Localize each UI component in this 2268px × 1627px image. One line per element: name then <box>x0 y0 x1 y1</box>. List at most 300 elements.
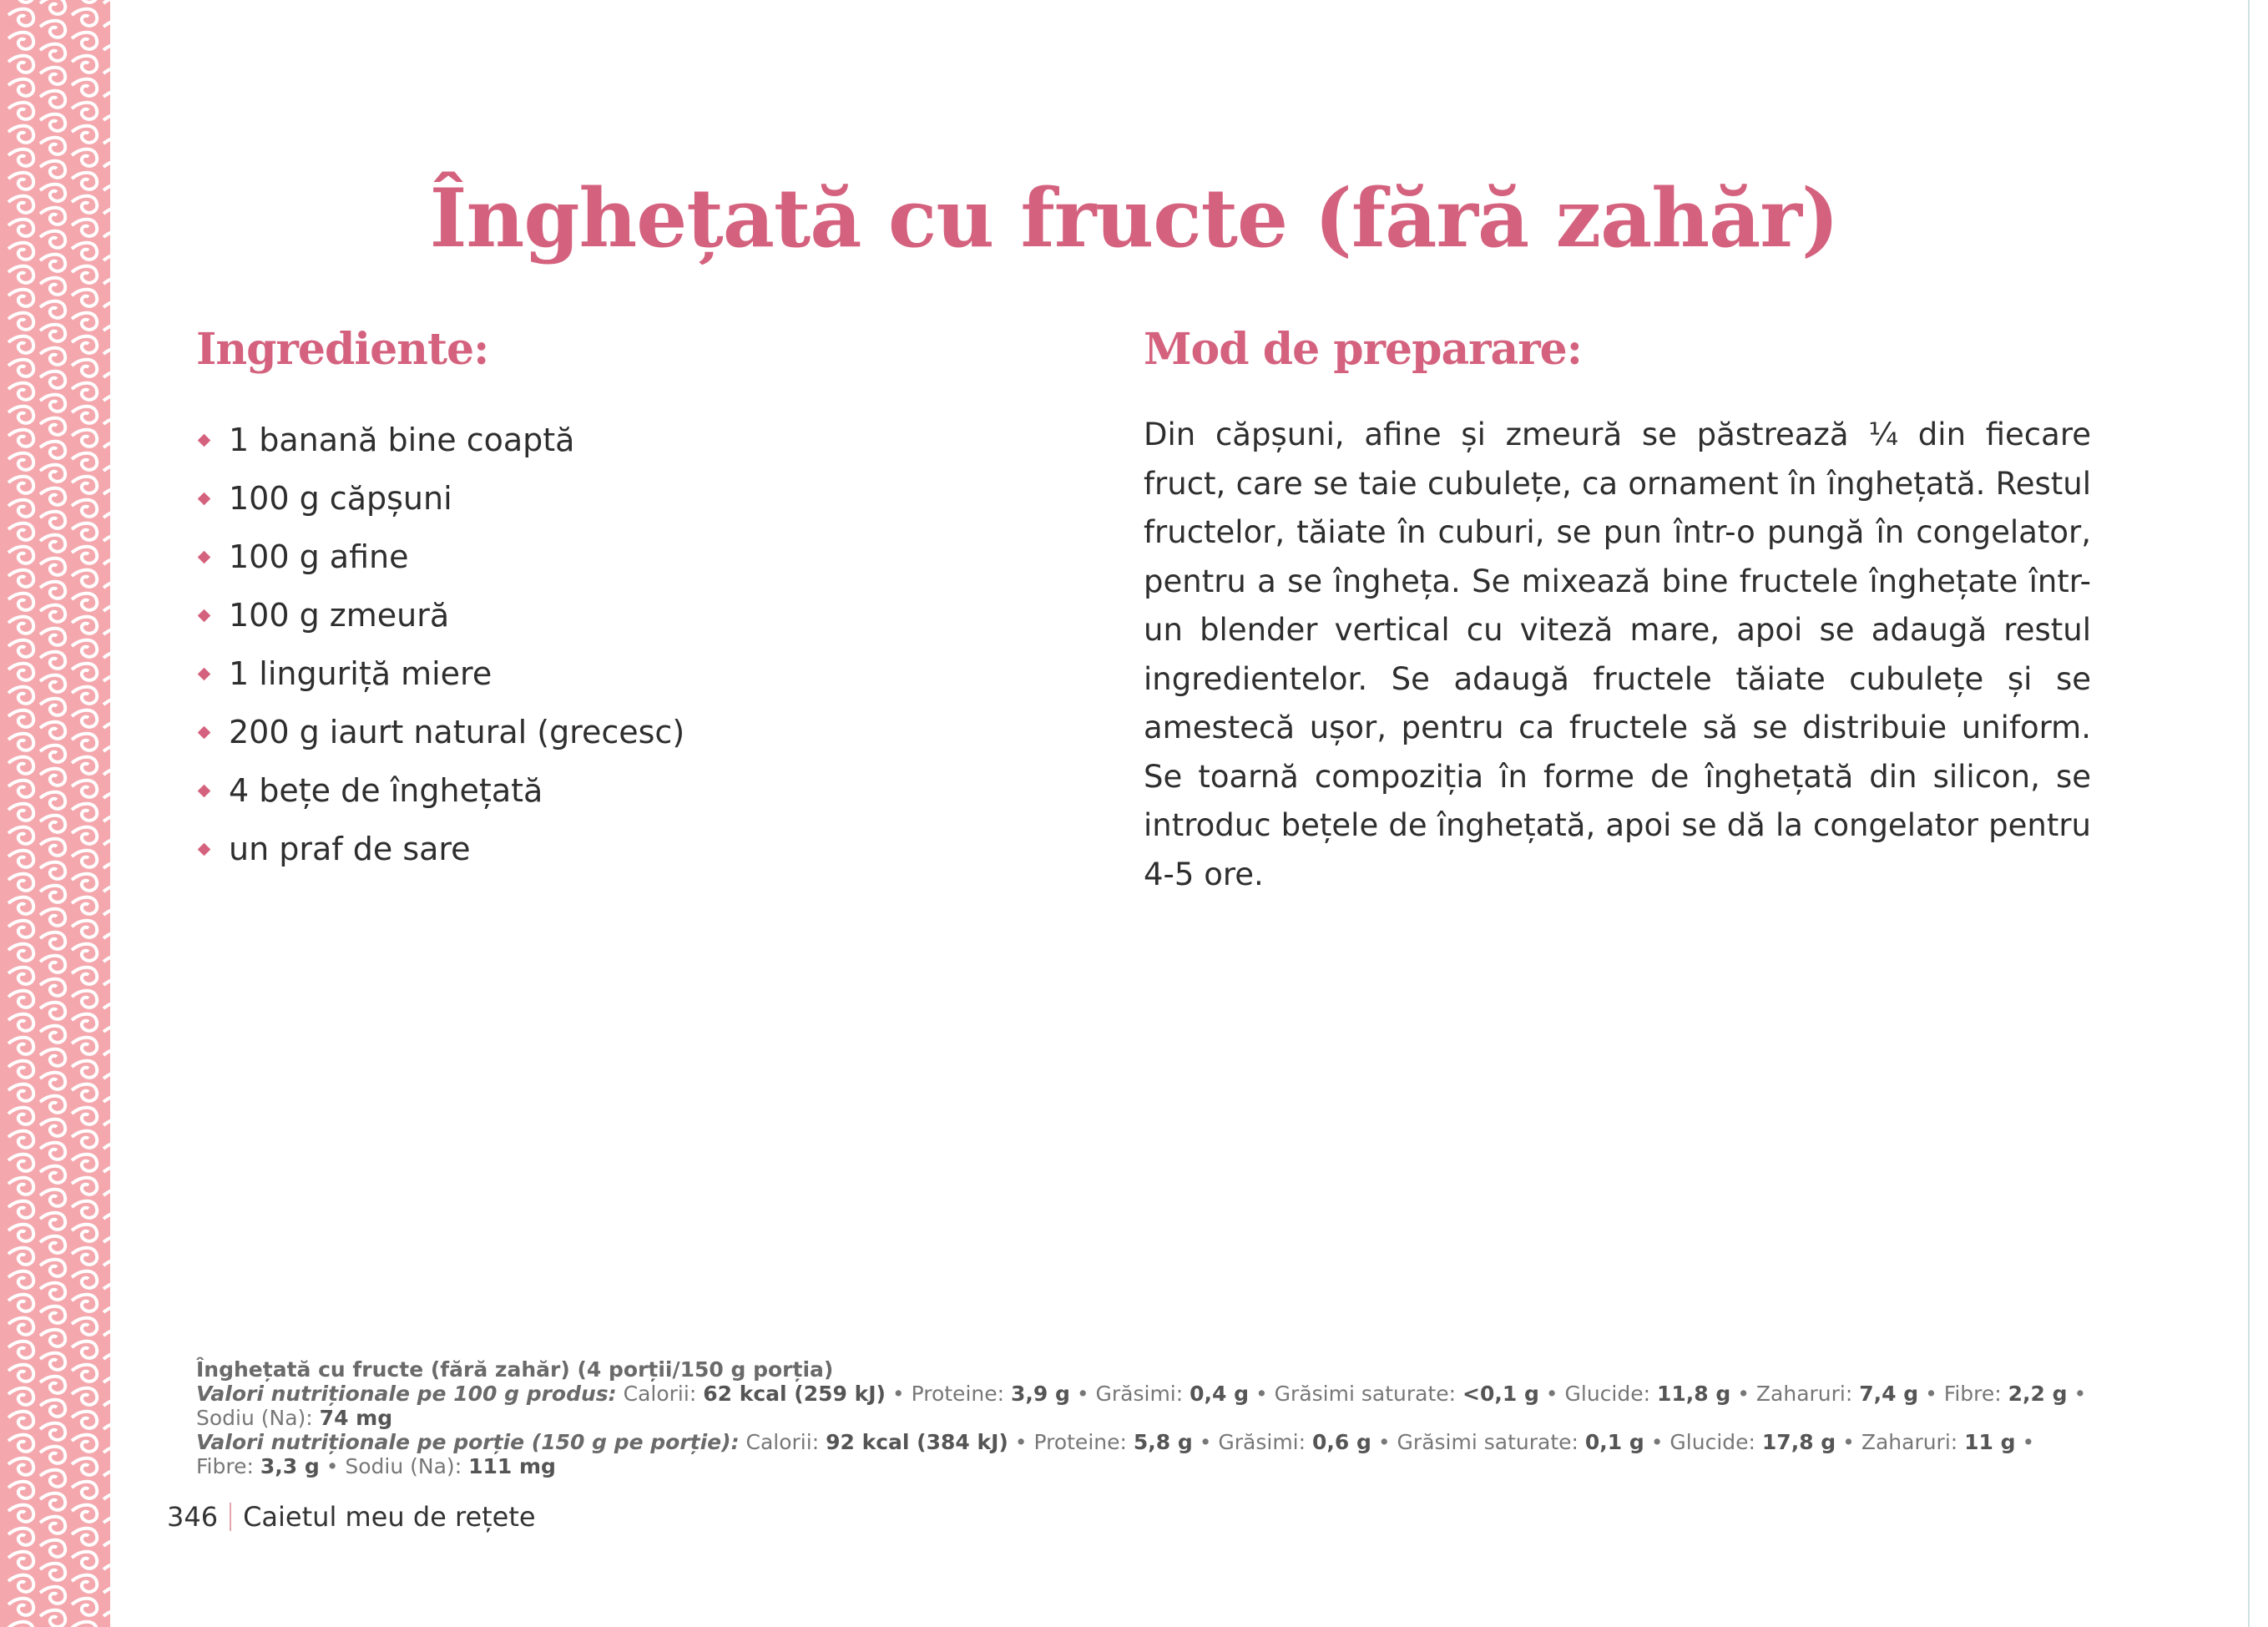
swirl-ornament-icon <box>8 103 33 119</box>
swirl-ornament-icon <box>40 512 65 528</box>
swirl-ornament-icon <box>8 851 33 867</box>
swirl-ornament-icon <box>40 138 65 154</box>
swirl-ornament-icon <box>40 839 65 856</box>
nutrient-value: 74 mg <box>319 1406 393 1430</box>
nutrient-name: Fibre: <box>1943 1382 2008 1406</box>
separator-dot: • <box>1538 1382 1565 1406</box>
swirl-ornament-icon <box>104 91 110 108</box>
swirl-ornament-icon <box>8 1084 33 1101</box>
nutrition-title: Înghețată cu fructe (fără zahăr) (4 porții/150 g porția) <box>196 1357 834 1382</box>
nutrient-value: 0,1 g <box>1584 1430 1644 1454</box>
swirl-ornament-icon <box>72 1388 97 1405</box>
swirl-ornament-icon <box>8 0 33 3</box>
swirl-ornament-icon <box>8 1528 33 1545</box>
swirl-ornament-icon <box>8 781 33 797</box>
nutrient-value: <0,1 g <box>1462 1382 1539 1406</box>
swirl-ornament-icon <box>72 79 97 96</box>
swirl-ornament-icon <box>72 500 97 517</box>
swirl-ornament-icon <box>8 617 33 634</box>
nutrient-name: Grăsimi: <box>1218 1430 1313 1454</box>
separator-dot: • <box>1192 1430 1219 1454</box>
swirl-ornament-icon <box>72 1622 97 1627</box>
swirl-ornament-icon <box>40 816 65 832</box>
swirl-ornament-icon <box>8 1178 33 1195</box>
swirl-ornament-icon <box>8 336 33 353</box>
swirl-ornament-icon <box>8 734 33 750</box>
diamond-bullet-icon <box>198 667 211 680</box>
swirl-ornament-icon <box>104 769 110 786</box>
swirl-ornament-icon <box>40 1540 65 1557</box>
nutrient-value: 92 kcal (384 kJ) <box>826 1430 1008 1454</box>
swirl-ornament-icon <box>72 290 97 306</box>
swirl-ornament-icon <box>40 979 65 996</box>
swirl-ornament-icon <box>104 1423 110 1440</box>
swirl-ornament-icon <box>8 1458 33 1475</box>
swirl-ornament-icon <box>104 114 110 131</box>
swirl-ornament-icon <box>72 851 97 867</box>
swirl-ornament-icon <box>40 722 65 739</box>
swirl-ornament-icon <box>104 1587 110 1604</box>
list-item <box>196 703 684 761</box>
swirl-ornament-icon <box>8 430 33 447</box>
swirl-ornament-icon <box>8 1412 33 1428</box>
swirl-ornament-icon <box>8 1435 33 1452</box>
swirl-ornament-icon <box>72 1201 97 1218</box>
ingredient-text: 200 g iaurt natural (grecesc) <box>229 714 685 750</box>
swirl-ornament-icon <box>72 1038 97 1054</box>
nutrient-name: Calorii: <box>745 1430 826 1454</box>
swirl-ornament-icon <box>104 1190 110 1206</box>
footer-divider <box>230 1503 231 1531</box>
nutrition-label: Valori nutriționale pe 100 g produs: <box>196 1382 617 1406</box>
diamond-bullet-icon <box>198 842 211 856</box>
swirl-ornament-icon <box>8 968 33 984</box>
swirl-ornament-icon <box>72 547 97 563</box>
swirl-ornament-icon <box>72 874 97 891</box>
page-footer <box>167 1501 536 1533</box>
swirl-ornament-icon <box>104 1003 110 1019</box>
swirl-ornament-icon <box>40 1493 65 1510</box>
swirl-ornament-icon <box>40 465 65 482</box>
separator-dot: • <box>2067 1382 2087 1406</box>
swirl-ornament-icon <box>8 1248 33 1265</box>
swirl-ornament-icon <box>8 149 33 166</box>
swirl-ornament-icon <box>104 1306 110 1323</box>
swirl-ornament-icon <box>72 1342 97 1358</box>
swirl-ornament-icon <box>40 395 65 412</box>
swirl-ornament-icon <box>40 348 65 365</box>
swirl-ornament-icon <box>40 1610 65 1627</box>
swirl-ornament-icon <box>8 827 33 844</box>
swirl-ornament-icon <box>72 1271 97 1288</box>
swirl-ornament-icon <box>8 1155 33 1171</box>
separator-dot: • <box>885 1382 912 1406</box>
swirl-ornament-icon <box>40 21 65 38</box>
swirl-ornament-icon <box>104 1119 110 1136</box>
swirl-ornament-icon <box>72 1131 97 1148</box>
swirl-ornament-icon <box>8 1552 33 1569</box>
swirl-ornament-icon <box>72 1599 97 1615</box>
swirl-ornament-icon <box>104 325 110 341</box>
swirl-ornament-icon <box>8 757 33 774</box>
list-item <box>196 411 684 469</box>
swirl-ornament-icon <box>8 1505 33 1522</box>
nutrient-value: 0,4 g <box>1190 1382 1250 1406</box>
swirl-ornament-icon <box>72 1365 97 1382</box>
swirl-ornament-icon <box>40 1073 65 1089</box>
swirl-ornament-icon <box>8 313 33 330</box>
swirl-ornament-icon <box>8 897 33 914</box>
swirl-ornament-icon <box>8 56 33 73</box>
swirl-ornament-icon <box>40 1517 65 1534</box>
swirl-ornament-icon <box>104 1493 110 1510</box>
swirl-ornament-icon <box>72 921 97 937</box>
swirl-ornament-icon <box>72 1084 97 1101</box>
swirl-ornament-icon <box>72 336 97 353</box>
swirl-ornament-icon <box>104 21 110 38</box>
swirl-ornament-icon <box>40 862 65 879</box>
swirl-ornament-icon <box>8 1038 33 1054</box>
swirl-ornament-icon <box>72 1155 97 1171</box>
swirl-ornament-icon <box>72 149 97 166</box>
separator-dot: • <box>1836 1430 1861 1454</box>
swirl-ornament-icon <box>8 1295 33 1311</box>
swirl-ornament-icon <box>40 1423 65 1440</box>
separator-dot: • <box>1918 1382 1944 1406</box>
separator-dot: • <box>1008 1430 1034 1454</box>
swirl-ornament-icon <box>8 1599 33 1615</box>
nutrition-per-portion <box>196 1430 2091 1478</box>
diamond-bullet-icon <box>198 550 211 563</box>
nutrition-label: Valori nutriționale pe porție (150 g pe porție): <box>196 1430 740 1454</box>
swirl-ornament-icon <box>104 1377 110 1393</box>
swirl-ornament-icon <box>104 909 110 926</box>
swirl-ornament-icon <box>40 535 65 552</box>
swirl-ornament-icon <box>104 652 110 669</box>
swirl-ornament-icon <box>40 91 65 108</box>
swirl-ornament-icon <box>104 1400 110 1417</box>
swirl-ornament-icon <box>8 453 33 470</box>
swirl-ornament-icon <box>40 278 65 295</box>
swirl-ornament-icon <box>8 1482 33 1498</box>
ingredient-text: 100 g căpșuni <box>229 480 452 517</box>
ingredient-text: un praf de sare <box>229 831 471 867</box>
nutrient-value: 2,2 g <box>2008 1382 2068 1406</box>
swirl-ornament-icon <box>8 33 33 49</box>
swirl-ornament-icon <box>72 1248 97 1265</box>
swirl-ornament-icon <box>8 570 33 587</box>
nutrient-name: Zaharuri: <box>1861 1430 1965 1454</box>
nutrient-value: 7,4 g <box>1859 1382 1919 1406</box>
swirl-ornament-icon <box>8 547 33 563</box>
swirl-ornament-icon <box>104 418 110 435</box>
swirl-ornament-icon <box>104 979 110 996</box>
swirl-ornament-icon <box>72 617 97 634</box>
swirl-ornament-icon <box>40 1190 65 1206</box>
swirl-ornament-icon <box>40 325 65 341</box>
swirl-ornament-icon <box>104 792 110 809</box>
swirl-ornament-icon <box>8 640 33 657</box>
swirl-ornament-icon <box>40 1330 65 1347</box>
swirl-ornament-icon <box>72 313 97 330</box>
swirl-ornament-icon <box>8 477 33 493</box>
swirl-ornament-icon <box>104 675 110 692</box>
swirl-ornament-icon <box>40 1119 65 1136</box>
page-number: 346 <box>167 1501 219 1533</box>
nutrient-value: 5,8 g <box>1133 1430 1193 1454</box>
swirl-ornament-icon <box>72 687 97 704</box>
ingredient-text: 1 linguriță miere <box>229 655 492 692</box>
swirl-ornament-icon <box>40 1564 65 1580</box>
swirl-ornament-icon <box>104 558 110 575</box>
swirl-ornament-icon <box>104 1073 110 1089</box>
swirl-ornament-icon <box>72 126 97 143</box>
separator-dot: • <box>1249 1382 1275 1406</box>
swirl-ornament-icon <box>72 1225 97 1241</box>
swirl-ornament-icon <box>72 453 97 470</box>
swirl-ornament-icon <box>72 1505 97 1522</box>
nutrient-name: Sodiu (Na): <box>196 1406 320 1430</box>
swirl-ornament-icon <box>40 1377 65 1393</box>
swirl-ornament-icon <box>8 79 33 96</box>
swirl-ornament-icon <box>72 710 97 727</box>
swirl-ornament-icon <box>104 1260 110 1276</box>
swirl-ornament-icon <box>40 1003 65 1019</box>
separator-dot: • <box>2015 1430 2035 1454</box>
list-item <box>196 528 684 586</box>
swirl-ornament-icon <box>72 781 97 797</box>
ingredient-text: 1 banană bine coaptă <box>229 422 575 458</box>
swirl-ornament-icon <box>8 360 33 376</box>
swirl-ornament-icon <box>8 1014 33 1031</box>
list-item <box>196 586 684 644</box>
swirl-ornament-icon <box>8 710 33 727</box>
swirl-ornament-icon <box>40 675 65 692</box>
nutrient-name: Grăsimi: <box>1095 1382 1190 1406</box>
swirl-ornament-icon <box>104 44 110 61</box>
swirl-ornament-icon <box>72 0 97 3</box>
swirl-ornament-icon <box>104 1517 110 1534</box>
swirl-ornament-icon <box>40 605 65 622</box>
swirl-ornament-icon <box>72 430 97 447</box>
swirl-ornament-icon <box>104 1166 110 1183</box>
swirl-ornament-icon <box>8 664 33 680</box>
swirl-ornament-icon <box>72 991 97 1008</box>
swirl-ornament-icon <box>40 699 65 715</box>
swirl-ornament-icon <box>104 862 110 879</box>
swirl-ornament-icon <box>72 1458 97 1475</box>
swirl-ornament-icon <box>72 734 97 750</box>
swirl-ornament-icon <box>72 266 97 283</box>
nutrient-name: Zaharuri: <box>1755 1382 1860 1406</box>
swirl-ornament-icon <box>40 629 65 645</box>
swirl-ornament-icon <box>40 652 65 669</box>
swirl-ornament-icon <box>40 1026 65 1043</box>
swirl-ornament-icon <box>40 886 65 902</box>
swirl-ornament-icon <box>8 1131 33 1148</box>
separator-dot: • <box>1730 1382 1756 1406</box>
swirl-ornament-icon <box>72 804 97 821</box>
nutrient-name: Fibre: <box>196 1454 260 1478</box>
method-heading: Mod de preparare: <box>1144 324 1582 375</box>
nutrient-value: 3,3 g <box>260 1454 320 1478</box>
swirl-ornament-icon <box>104 1213 110 1230</box>
nutrient-name: Proteine: <box>911 1382 1011 1406</box>
swirl-ornament-icon <box>40 1470 65 1487</box>
nutrient-value: 3,9 g <box>1010 1382 1070 1406</box>
swirl-ornament-icon <box>8 266 33 283</box>
swirl-ornament-icon <box>8 126 33 143</box>
swirl-ornament-icon <box>104 1096 110 1113</box>
swirl-ornament-icon <box>40 418 65 435</box>
nutrient-value: 111 mg <box>468 1454 556 1478</box>
swirl-ornament-icon <box>8 523 33 540</box>
swirl-ornament-icon <box>8 1271 33 1288</box>
ingredient-text: 100 g afine <box>229 538 409 575</box>
nutrition-per-100g <box>196 1382 2091 1430</box>
swirl-ornament-icon <box>40 956 65 973</box>
swirl-ornament-icon <box>104 301 110 318</box>
swirl-ornament-icon <box>40 1213 65 1230</box>
swirl-ornament-icon <box>8 1108 33 1124</box>
swirl-ornament-icon <box>8 804 33 821</box>
swirl-ornament-icon <box>72 383 97 400</box>
swirl-ornament-icon <box>72 594 97 610</box>
swirl-ornament-icon <box>40 1260 65 1276</box>
swirl-ornament-icon <box>40 1166 65 1183</box>
diamond-bullet-icon <box>198 725 211 739</box>
swirl-ornament-icon <box>72 640 97 657</box>
swirl-ornament-icon <box>104 745 110 762</box>
swirl-ornament-icon <box>72 1108 97 1124</box>
swirl-ornament-icon <box>104 582 110 599</box>
nutrient-name: Proteine: <box>1033 1430 1134 1454</box>
swirl-ornament-icon <box>8 1342 33 1358</box>
swirl-ornament-icon <box>72 1528 97 1545</box>
swirl-ornament-icon <box>72 1014 97 1031</box>
swirl-ornament-icon <box>104 0 110 14</box>
swirl-ornament-icon <box>8 1575 33 1592</box>
swirl-ornament-icon <box>8 1388 33 1405</box>
swirl-ornament-icon <box>40 769 65 786</box>
swirl-ornament-icon <box>40 68 65 84</box>
swirl-ornament-icon <box>40 1096 65 1113</box>
swirl-ornament-icon <box>72 1061 97 1078</box>
method-text: Din căpșuni, afine și zmeură se păstrează ¼ din fiecare fruct, care se taie cubulețe, ca ornament în înghețată. Restul fructelor, tăiate în cuburi, se pun într-o pungă în congelator, pentru a se îngheța. Se mixează bine fructele înghețate într-un blender vertical cu viteză mare, apoi se adaugă restul ingredientelor. Se adaugă fructele tăiate cubulețe și se amestecă ușor, pentru ca fructele să se distribuie uniform. Se toarnă compoziția în forme de înghețată din silicon, se introduc bețele de înghețată, apoi se dă la congelator pentru 4-5 ore. <box>1144 417 2091 892</box>
swirl-ornament-icon <box>104 512 110 528</box>
swirl-ornament-icon <box>72 477 97 493</box>
swirl-ornament-icon <box>8 594 33 610</box>
list-item <box>196 761 684 820</box>
ingredients-heading: Ingrediente: <box>196 324 489 375</box>
swirl-ornament-icon <box>72 570 97 587</box>
swirl-ornament-icon <box>72 56 97 73</box>
swirl-ornament-icon <box>72 1318 97 1335</box>
swirl-ornament-icon <box>104 1049 110 1066</box>
swirl-ornament-icon <box>104 442 110 458</box>
swirl-ornament-icon <box>8 1225 33 1241</box>
diamond-bullet-icon <box>198 609 211 622</box>
swirl-ornament-icon <box>8 944 33 961</box>
nutrient-name: Grăsimi saturate: <box>1274 1382 1463 1406</box>
swirl-ornament-icon <box>72 1178 97 1195</box>
list-item <box>196 820 684 878</box>
nutrition-info <box>196 1357 2091 1478</box>
swirl-ornament-icon <box>104 1143 110 1160</box>
nutrient-name: Glucide: <box>1669 1430 1762 1454</box>
swirl-ornament-icon <box>104 722 110 739</box>
swirl-ornament-icon <box>72 1575 97 1592</box>
swirl-ornament-icon <box>40 792 65 809</box>
swirl-ornament-icon <box>104 956 110 973</box>
swirl-ornament-icon <box>104 1283 110 1300</box>
ingredient-text: 100 g zmeură <box>229 597 450 634</box>
swirl-ornament-icon <box>40 909 65 926</box>
nutrient-name: Calorii: <box>623 1382 704 1406</box>
list-item <box>196 469 684 528</box>
separator-dot: • <box>1069 1382 1096 1406</box>
swirl-ornament-icon <box>72 944 97 961</box>
swirl-ornament-icon <box>72 897 97 914</box>
swirl-ornament-icon <box>72 968 97 984</box>
swirl-ornament-icon <box>8 290 33 306</box>
swirl-ornament-icon <box>40 1049 65 1066</box>
swirl-ornament-icon <box>72 827 97 844</box>
swirl-ornament-icon <box>104 535 110 552</box>
swirl-ornament-icon <box>104 1610 110 1627</box>
diamond-bullet-icon <box>198 433 211 447</box>
diamond-bullet-icon <box>198 492 211 505</box>
swirl-ornament-icon <box>104 816 110 832</box>
swirl-ornament-icon <box>104 68 110 84</box>
swirl-ornament-icon <box>104 1564 110 1580</box>
nutrient-value: 62 kcal (259 kJ) <box>703 1382 886 1406</box>
list-item <box>196 644 684 703</box>
swirl-ornament-icon <box>8 1365 33 1382</box>
swirl-ornament-icon <box>72 757 97 774</box>
swirl-ornament-icon <box>8 991 33 1008</box>
swirl-ornament-icon <box>72 664 97 680</box>
swirl-ornament-icon <box>72 9 97 26</box>
nutrient-name: Grăsimi saturate: <box>1397 1430 1585 1454</box>
swirl-ornament-icon <box>104 1540 110 1557</box>
swirl-ornament-icon <box>72 33 97 49</box>
swirl-ornament-icon <box>40 1236 65 1253</box>
swirl-ornament-icon <box>8 921 33 937</box>
nutrient-value: 17,8 g <box>1761 1430 1836 1454</box>
swirl-ornament-icon <box>104 465 110 482</box>
swirl-ornament-icon <box>40 442 65 458</box>
swirl-ornament-icon <box>104 605 110 622</box>
swirl-ornament-icon <box>40 558 65 575</box>
swirl-ornament-icon <box>72 1482 97 1498</box>
swirl-ornament-icon <box>40 1587 65 1604</box>
swirl-ornament-icon <box>104 1353 110 1370</box>
swirl-ornament-icon <box>72 1435 97 1452</box>
swirl-ornament-icon <box>40 1306 65 1323</box>
swirl-ornament-icon <box>40 745 65 762</box>
swirl-ornament-icon <box>40 1400 65 1417</box>
ingredients-list <box>196 411 684 878</box>
swirl-ornament-icon <box>104 395 110 412</box>
swirl-ornament-icon <box>8 687 33 704</box>
recipe-title: Înghețată cu fructe (fără zahăr) <box>429 171 1839 265</box>
nutrient-value: 11 g <box>1964 1430 2016 1454</box>
swirl-ornament-icon <box>40 1143 65 1160</box>
swirl-ornament-icon <box>104 932 110 949</box>
swirl-ornament-icon <box>8 1201 33 1218</box>
swirl-ornament-icon <box>40 44 65 61</box>
